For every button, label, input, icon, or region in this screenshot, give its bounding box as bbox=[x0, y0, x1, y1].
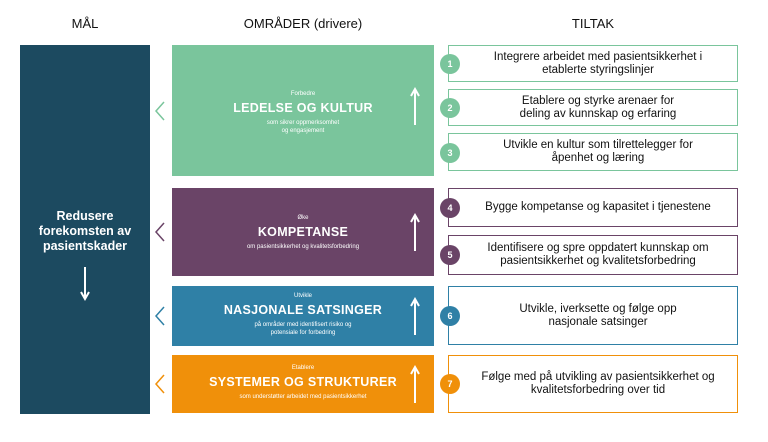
action-line: Bygge kompetanse og kapasitet i tjenestene bbox=[485, 201, 711, 213]
goal-text bbox=[20, 209, 150, 254]
action-line: Identifisere og spre oppdatert kunnskap om bbox=[487, 242, 709, 254]
action-box bbox=[448, 235, 738, 275]
chevron-left-icon bbox=[152, 222, 168, 242]
area-title: LEDELSE OG KULTUR bbox=[233, 101, 373, 115]
action-line: Integrere arbeidet med pasientsikkerhet i bbox=[493, 50, 703, 63]
area-systemer-og-strukturer bbox=[172, 355, 434, 413]
action-line: deling av kunnskap og erfaring bbox=[519, 107, 677, 120]
area-nasjonale-satsinger bbox=[172, 286, 434, 346]
action-line: pasientsikkerhet og kvalitetsforbedring bbox=[500, 255, 696, 267]
area-title: KOMPETANSE bbox=[257, 225, 349, 239]
area-subtitle-line: på områder med identifisert risiko og bbox=[254, 322, 352, 328]
area-prefix: Øke bbox=[297, 215, 309, 221]
arrow-up-icon bbox=[410, 87, 420, 125]
action-box bbox=[448, 89, 738, 126]
action-number-badge: 1 bbox=[440, 54, 460, 74]
area-subtitle bbox=[206, 321, 400, 337]
actions-column-header: TILTAK bbox=[571, 16, 615, 31]
area-prefix: Forbedre bbox=[290, 91, 316, 97]
action-line: Følge med på utvikling av pasientsikkerhet og bbox=[481, 371, 715, 383]
action-number-badge: 6 bbox=[440, 306, 460, 326]
action-line: Utvikle en kultur som tilrettelegger for bbox=[503, 139, 693, 151]
area-subtitle bbox=[206, 393, 400, 401]
area-subtitle-line: som understøtter arbeidet med pasientsikkerhet bbox=[239, 394, 367, 400]
area-prefix: Etablere bbox=[291, 365, 315, 371]
arrow-down-icon bbox=[80, 267, 90, 303]
area-subtitle-line: og engasjement bbox=[281, 128, 325, 134]
action-number-badge: 4 bbox=[440, 198, 460, 218]
area-kompetanse bbox=[172, 188, 434, 276]
area-subtitle-line: som sikrer oppmerksomhet bbox=[266, 120, 340, 126]
area-subtitle bbox=[206, 243, 400, 251]
area-subtitle bbox=[206, 119, 400, 135]
areas-column-header: OMRÅDER (drivere) bbox=[243, 16, 363, 31]
action-number-badge: 2 bbox=[440, 98, 460, 118]
goal-line: pasientskader bbox=[42, 239, 128, 253]
chevron-left-icon bbox=[152, 374, 168, 394]
action-box bbox=[448, 286, 738, 345]
area-ledelse-og-kultur bbox=[172, 45, 434, 176]
action-number-badge: 7 bbox=[440, 374, 460, 394]
action-line: Etablere og styrke arenaer for bbox=[521, 94, 675, 107]
action-line: nasjonale satsinger bbox=[548, 315, 648, 328]
goal-line: Redusere bbox=[56, 209, 114, 223]
area-title: NASJONALE SATSINGER bbox=[223, 303, 383, 317]
area-title: SYSTEMER OG STRUKTURER bbox=[209, 375, 397, 389]
action-number-badge: 3 bbox=[440, 143, 460, 163]
action-box bbox=[448, 45, 738, 82]
goal-line: forekomsten av bbox=[38, 224, 132, 238]
arrow-up-icon bbox=[410, 297, 420, 335]
action-box bbox=[448, 355, 738, 413]
action-line: kvalitetsforbedring over tid bbox=[530, 384, 666, 396]
chevron-left-icon bbox=[152, 306, 168, 326]
arrow-up-icon bbox=[410, 213, 420, 251]
chevron-left-icon bbox=[152, 101, 168, 121]
area-subtitle-line: potensiale for forbedring bbox=[270, 330, 336, 336]
goal-column-header: MÅL bbox=[71, 16, 99, 31]
action-line: Utvikle, iverksette og følge opp bbox=[519, 302, 677, 315]
action-line: etablerte styringslinjer bbox=[542, 63, 654, 76]
action-line: åpenhet og læring bbox=[551, 152, 645, 164]
goal-box bbox=[20, 45, 150, 414]
action-box bbox=[448, 188, 738, 227]
arrow-up-icon bbox=[410, 365, 420, 403]
area-subtitle-line: om pasientsikkerhet og kvalitetsforbedring bbox=[246, 244, 360, 250]
action-number-badge: 5 bbox=[440, 245, 460, 265]
area-prefix: Utvikle bbox=[293, 293, 312, 299]
action-box bbox=[448, 133, 738, 171]
